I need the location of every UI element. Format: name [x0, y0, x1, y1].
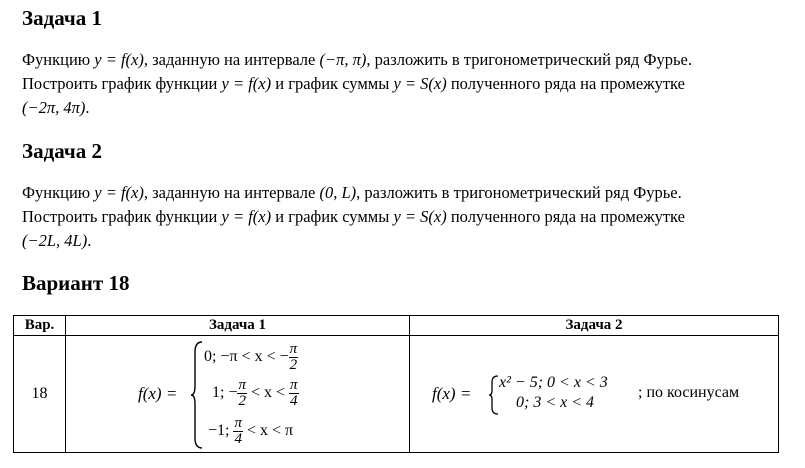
task2-cell	[410, 336, 779, 453]
task2-suffix: ; по косинусам	[638, 384, 740, 401]
left-brace-icon	[190, 340, 204, 450]
task2-line1: Функцию y = f(x), заданную на интервале (0, L), разложить в тригонометрический ряд Фурье.	[22, 183, 682, 202]
task1-line3: (−2π, 4π).	[22, 98, 90, 117]
task1-case3: −1; $\frac{\pi}{4}$ < x < π	[208, 415, 294, 447]
task1-line1: Функцию y = f(x), заданную на интервале (−π, π), разложить в тригонометрический ряд Фурье.	[22, 50, 692, 69]
variant-table	[13, 315, 779, 453]
table-header-row	[14, 316, 779, 336]
task2-line3: (−2L, 4L).	[22, 231, 92, 250]
task2-title: Задача 2	[22, 139, 102, 163]
header-task1: Задача 1	[66, 316, 410, 336]
task1-case2: 1; − $\frac{\pi}{2}$ < x < $\frac{\pi}{4}$	[212, 377, 298, 409]
task2-lhs: f(x) =	[432, 384, 472, 403]
task1-title: Задача 1	[22, 6, 102, 30]
task1-cell	[66, 336, 410, 453]
task1-lhs: f(x) =	[138, 384, 178, 403]
header-task2: Задача 2	[410, 316, 779, 336]
variant-title: Вариант 18	[22, 271, 130, 295]
task2-line2: Построить график функции y = f(x) и график суммы y = S(x) полученного ряда на промежутке	[22, 207, 685, 226]
header-var: Вар.	[14, 316, 66, 336]
task2-case2: 0; 3 < x < 4	[516, 394, 595, 411]
variant-number: 18	[14, 336, 66, 453]
task1-case1: 0; −π < x < − $\frac{\pi}{2}$	[204, 341, 298, 373]
table-row	[14, 336, 779, 453]
task1-line2: Построить график функции y = f(x) и график суммы y = S(x) полученного ряда на промежутке	[22, 74, 685, 93]
task2-case1: x² − 5; 0 < x < 3	[499, 374, 608, 391]
